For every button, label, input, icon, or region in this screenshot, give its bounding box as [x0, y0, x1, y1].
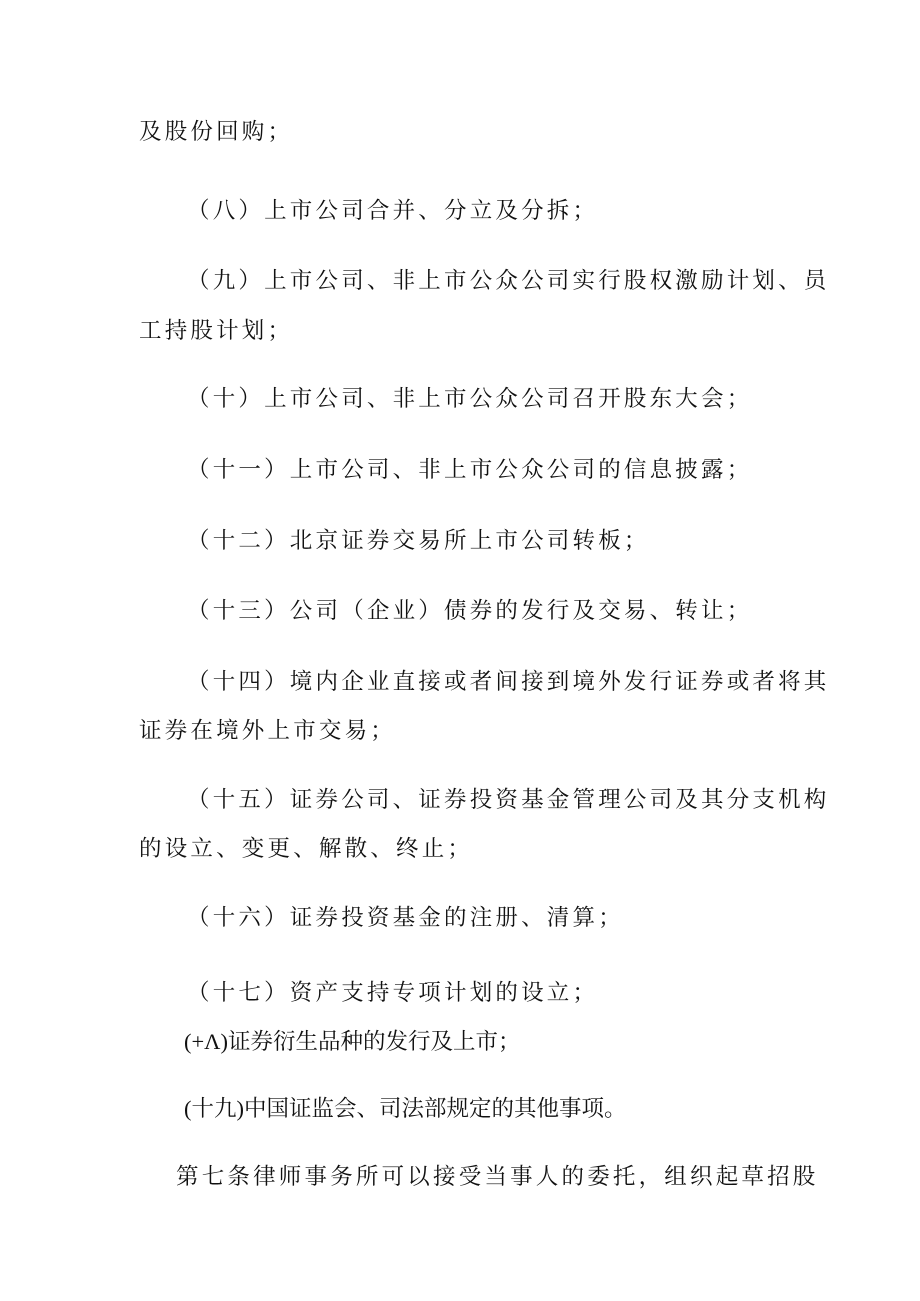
paragraph-line: 工持股计划；	[139, 318, 294, 344]
paragraph-line: （十五）证券公司、证券投资基金管理公司及其分支机构	[187, 787, 830, 813]
paragraph-line: （十）上市公司、非上市公众公司召开股东大会；	[187, 386, 753, 412]
paragraph-line: （十六）证券投资基金的注册、清算；	[187, 905, 624, 931]
paragraph-line: （十二）北京证券交易所上市公司转板；	[187, 528, 650, 554]
paragraph-line: 及股份回购；	[139, 119, 294, 145]
paragraph-line: 第七条律师事务所可以接受当事人的委托，组织起草招股	[176, 1164, 819, 1190]
paragraph-line: 的设立、变更、解散、终止；	[139, 836, 474, 862]
paragraph-line: （十七）资产支持专项计划的设立；	[187, 980, 599, 1006]
paragraph-line: 证券在境外上市交易；	[139, 718, 397, 744]
paragraph-line: (+Λ)证券衍生品种的发行及上市；	[184, 1029, 521, 1054]
paragraph-line: （十一）上市公司、非上市公众公司的信息披露；	[187, 457, 753, 483]
paragraph-line: （十四）境内企业直接或者间接到境外发行证券或者将其	[187, 669, 830, 695]
paragraph-line: (十九)中国证监会、司法部规定的其他事项。	[184, 1096, 627, 1121]
paragraph-line: （八）上市公司合并、分立及分拆；	[187, 198, 599, 224]
paragraph-line: （十三）公司（企业）债券的发行及交易、转让；	[187, 598, 753, 624]
paragraph-line: （九）上市公司、非上市公众公司实行股权激励计划、员	[187, 268, 830, 294]
